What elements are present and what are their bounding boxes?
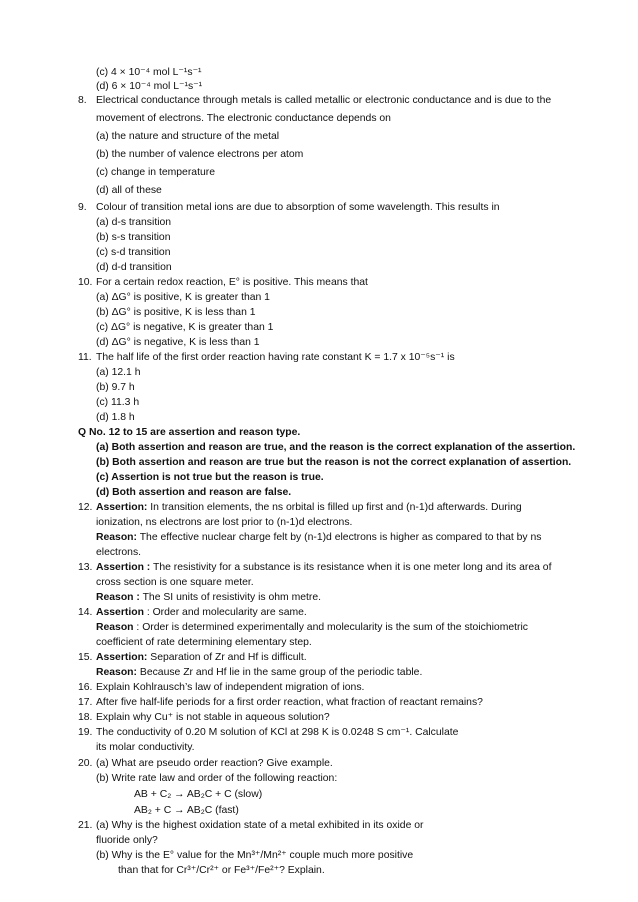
question-8-option-b: (b) the number of valence electrons per atom <box>96 149 304 160</box>
assertion-label: Assertion : <box>96 562 151 573</box>
reason-label: Reason: <box>96 532 137 543</box>
assertion-text: The resistivity for a substance is its resistance when it is one meter long and its area of <box>150 562 552 573</box>
question-number: 21. <box>78 820 93 831</box>
question-15-reason <box>96 666 422 679</box>
question-13-assertion <box>96 561 551 574</box>
question-8-text: Electrical conductance through metals is called metallic or electronic conductance and is due to the <box>96 95 552 106</box>
assertion-label: Assertion: <box>96 502 148 513</box>
question-21-part-b: (b) Why is the E° value for the Mn³⁺/Mn²⁺ couple much more positive <box>96 850 414 861</box>
reason-label: Reason: <box>96 667 137 678</box>
question-11-option-b: (b) 9.7 h <box>96 382 135 393</box>
question-number: 20. <box>78 758 93 769</box>
question-number: 16. <box>78 682 93 693</box>
assertion-text: : Order and molecularity are same. <box>143 607 307 618</box>
question-19-text-cont: its molar conductivity. <box>96 742 195 753</box>
reaction-step-2: AB₂ + C → AB₂C (fast) <box>134 805 239 816</box>
question-9-option-d: (d) d-d transition <box>96 262 172 273</box>
question-20-part-a: (a) What are pseudo order reaction? Give example. <box>96 758 333 769</box>
question-14-reason-cont: coefficient of rate determining elementary step. <box>96 637 312 648</box>
question-8-text-cont: movement of electrons. The electronic conductance depends on <box>96 113 391 124</box>
assertion-reason-heading: Q No. 12 to 15 are assertion and reason type. <box>78 427 301 438</box>
question-8-option-d: (d) all of these <box>96 185 162 196</box>
question-11-option-a: (a) 12.1 h <box>96 367 141 378</box>
question-number: 15. <box>78 652 93 663</box>
ar-option-a: (a) Both assertion and reason are true, and the reason is the correct explanation of the assertion. <box>96 442 576 453</box>
question-20-part-b: (b) Write rate law and order of the following reaction: <box>96 773 338 784</box>
question-18-text: Explain why Cu⁺ is not stable in aqueous solution? <box>96 712 330 723</box>
prev-option-d: (d) 6 × 10⁻⁴ mol L⁻¹s⁻¹ <box>96 81 203 92</box>
question-12-reason-cont: electrons. <box>96 547 142 558</box>
question-11-option-c: (c) 11.3 h <box>96 397 140 408</box>
question-21-part-b-cont: than that for Cr³⁺/Cr²⁺ or Fe³⁺/Fe²⁺? Explain. <box>118 865 325 876</box>
assertion-label: Assertion: <box>96 652 148 663</box>
question-9-option-b: (b) s-s transition <box>96 232 171 243</box>
question-15-assertion <box>96 651 307 664</box>
question-12-assertion <box>96 501 522 514</box>
question-number: 14. <box>78 607 93 618</box>
reason-text: : Order is determined experimentally and molecularity is the sum of the stoichiometric <box>133 622 528 633</box>
question-8-option-a: (a) the nature and structure of the metal <box>96 131 280 142</box>
reason-text: Because Zr and Hf lie in the same group of the periodic table. <box>137 667 423 678</box>
question-11-option-d: (d) 1.8 h <box>96 412 135 423</box>
assertion-label: Assertion <box>96 607 144 618</box>
question-number: 19. <box>78 727 93 738</box>
question-number: 8. <box>78 95 87 106</box>
question-10-option-d: (d) ΔG° is negative, K is less than 1 <box>96 337 260 348</box>
assertion-text: Separation of Zr and Hf is difficult. <box>147 652 307 663</box>
question-13-assertion-cont: cross section is one square meter. <box>96 577 254 588</box>
question-number: 18. <box>78 712 93 723</box>
question-11-text: The half life of the first order reaction having rate constant K = 1.7 x 10⁻⁵s⁻¹ is <box>96 352 455 363</box>
question-number: 17. <box>78 697 93 708</box>
ar-option-c: (c) Assertion is not true but the reason is true. <box>96 472 324 483</box>
question-number: 10. <box>78 277 93 288</box>
question-10-option-c: (c) ΔG° is negative, K is greater than 1 <box>96 322 274 333</box>
prev-option-c: (c) 4 × 10⁻⁴ mol L⁻¹s⁻¹ <box>96 67 202 78</box>
question-14-assertion <box>96 606 307 619</box>
question-9-text: Colour of transition metal ions are due to absorption of some wavelength. This results in <box>96 202 500 213</box>
question-number: 9. <box>78 202 87 213</box>
reason-label: Reason <box>96 622 134 633</box>
reason-text: The effective nuclear charge felt by (n-1)d electrons is higher as compared to that by ns <box>137 532 542 543</box>
question-21-part-a: (a) Why is the highest oxidation state of a metal exhibited in its oxide or <box>96 820 424 831</box>
question-12-reason <box>96 531 542 544</box>
question-14-reason <box>96 621 528 634</box>
reaction-step-1: AB + C₂ → AB₂C + C (slow) <box>134 789 263 800</box>
question-number: 11. <box>78 352 92 363</box>
question-21-part-a-cont: fluoride only? <box>96 835 158 846</box>
question-9-option-a: (a) d-s transition <box>96 217 172 228</box>
question-10-option-a: (a) ΔG° is positive, K is greater than 1 <box>96 292 270 303</box>
assertion-text: In transition elements, the ns orbital is filled up first and (n-1)d afterwards. During <box>147 502 522 513</box>
reason-label: Reason : <box>96 592 140 603</box>
question-19-text: The conductivity of 0.20 M solution of KCl at 298 K is 0.0248 S cm⁻¹. Calculate <box>96 727 459 738</box>
question-number: 13. <box>78 562 93 573</box>
question-10-text: For a certain redox reaction, E° is positive. This means that <box>96 277 368 288</box>
question-13-reason <box>96 591 321 604</box>
question-12-assertion-cont: ionization, ns electrons are lost prior to (n-1)d electrons. <box>96 517 353 528</box>
question-8-option-c: (c) change in temperature <box>96 167 215 178</box>
question-16-text: Explain Kohlrausch’s law of independent migration of ions. <box>96 682 365 693</box>
question-10-option-b: (b) ΔG° is positive, K is less than 1 <box>96 307 256 318</box>
ar-option-b: (b) Both assertion and reason are true but the reason is not the correct explanation of assertion. <box>96 457 572 468</box>
reason-text: The SI units of resistivity is ohm metre. <box>139 592 322 603</box>
question-number: 12. <box>78 502 93 513</box>
ar-option-d: (d) Both assertion and reason are false. <box>96 487 292 498</box>
question-9-option-c: (c) s-d transition <box>96 247 171 258</box>
question-17-text: After five half-life periods for a first order reaction, what fraction of reactant remains? <box>96 697 483 708</box>
